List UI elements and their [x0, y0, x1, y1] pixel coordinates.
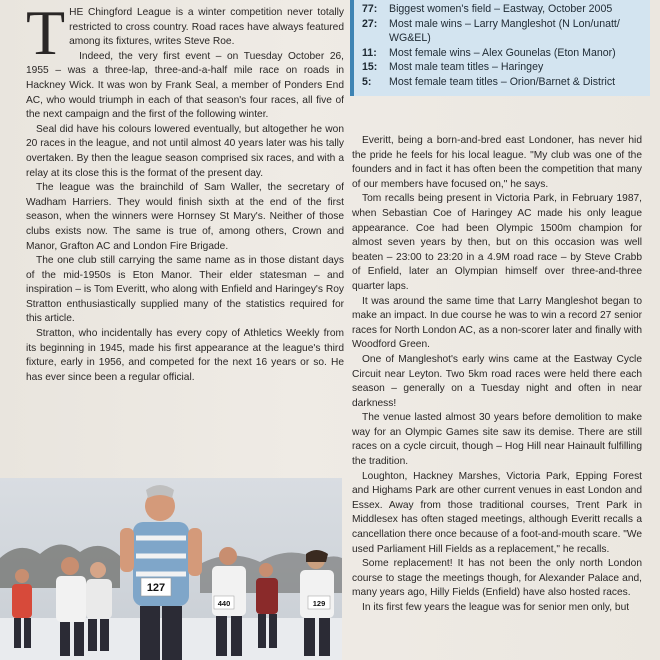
stat-text: Biggest women's field – Eastway, October 2005 — [389, 3, 613, 15]
body-paragraph: Some replacement! It has not been the only north London course to stage the meetings though, for Alexander Palace and, many years ago, Hilly Fields (Enfield) have also hosted races. — [352, 558, 642, 599]
bib-number: 127 — [146, 582, 166, 594]
stat-number: 5: — [362, 75, 372, 88]
stat-row — [362, 60, 642, 75]
stat-number: 15: — [362, 61, 378, 74]
body-paragraph: One of Mangleshot's early wins came at the Eastway Cycle Circuit near Leyton. Two 5km road races were held there each season – generally on a Tuesday night and often in near darkness! — [352, 353, 642, 409]
left-column — [26, 0, 344, 385]
stat-row — [362, 17, 642, 46]
bib-number: 440 — [217, 599, 231, 608]
body-paragraph: Loughton, Hackney Marshes, Victoria Park, Epping Forest and Highams Park are other current venues in east London and Essex. Away from those traditional courses, Trent Park in Middlesex has often staged meetings, although Everitt recalls a cancellation there once because of a foot-and-mouth scare. "We used Parliament Hill Fields as a replacement," he recalls. — [352, 470, 642, 555]
stat-number: 77: — [362, 3, 378, 15]
stat-number: 27: — [362, 17, 378, 30]
stat-text: Most male team titles – Haringey — [389, 61, 544, 74]
intro-text: HE Chingford League is a winter competition never totally restricted to cross country. Road races have always featured among its fixtures, writes Steve Roe. — [69, 7, 344, 48]
drop-cap: T — [26, 0, 66, 68]
body-paragraph: Indeed, the very first event – on Tuesday October 26, 1955 – was a three-lap, three-and-a-half mile race on roads in Hackney Wick. It was won by Frank Seal, a member of Ponders End AC, who would triumph in each of that season's four races, all five of the next campaign and the first of the following winter. — [26, 50, 344, 121]
stats-box — [350, 0, 650, 96]
body-paragraph: Everitt, being a born-and-bred east Londoner, has never hid the pride he feels for his local league. "My club was one of the founders and in fact it has often been the competition that many of our members have focused on," he says. — [352, 135, 642, 190]
body-paragraph: Stratton, who incidentally has every copy of Athletics Weekly from its beginning in 1945, made his first appearance at the league's third fixture, early in 1956, and competed for the next 16 years or so. He has ever since been a regular official. — [26, 328, 344, 383]
race-photo — [0, 478, 342, 660]
body-paragraph: Tom recalls being present in Victoria Park, in February 1987, when Sebastian Coe of Haringey AC made his only league appearance. Coe had been Olympic 1500m champion for almost seven years by then, but on this occasion was well beaten – 23:00 to 23:20 in a 4.9M road race – by Steve Crabb of Enfield, later an Olympian himself over three-and-three quarter laps. — [352, 193, 642, 292]
intro-paragraph — [26, 0, 344, 68]
right-column — [352, 134, 642, 616]
body-paragraph: The league was the brainchild of Sam Waller, the secretary of Wadham Harriers. They would finish sixth at the end of the first season, when the winners were Hornsey St Mary's. Neither of those clubs exists now. The same is true of, among others, Crown and Manor, Grafton AC and London Fire Brigade. — [26, 182, 344, 252]
body-paragraph: It was around the same time that Larry Mangleshot began to make an impact. In due course he was to win a record 27 senior races for North London AC, as a non-scorer later and finally with Woodford Green. — [352, 295, 642, 351]
body-paragraph: In its first few years the league was for senior men only, but — [362, 602, 630, 613]
stat-row — [362, 75, 642, 90]
bib-number: 129 — [312, 599, 326, 608]
body-paragraph: Seal did have his colours lowered eventually, but altogether he won 20 races in the league, and not until almost 40 years later was his tally overtaken. By then the league season comprised six races, and with a relay at its close this is the format of the present day. — [26, 123, 344, 179]
stat-text: Most male wins – Larry Mangleshot (N Lon/unatt/ WG&EL) — [389, 17, 620, 45]
stat-row — [362, 46, 642, 61]
stat-text: Most female team titles – Orion/Barnet & District — [389, 75, 616, 88]
stat-row — [362, 2, 642, 17]
stat-number: 11: — [362, 46, 377, 59]
stat-text: Most female wins – Alex Gounelas (Eton Manor) — [389, 46, 616, 59]
body-paragraph: The venue lasted almost 30 years before demolition to make way for an Olympic Games site saw its demise. There are still races on a cycle circuit, though – Hog Hill near Hainault fulfilling the tradition. — [352, 412, 642, 468]
race-photo-illustration — [0, 478, 342, 660]
body-paragraph: The one club still carrying the same name as in those distant days of the mid-1950s is Eton Manor. Their elder statesman – and inspiration – is Tom Everitt, who along with Enfield and Haringey's Roy Stratton enthusiastically supplied many of the statistics required for this article. — [26, 255, 344, 325]
